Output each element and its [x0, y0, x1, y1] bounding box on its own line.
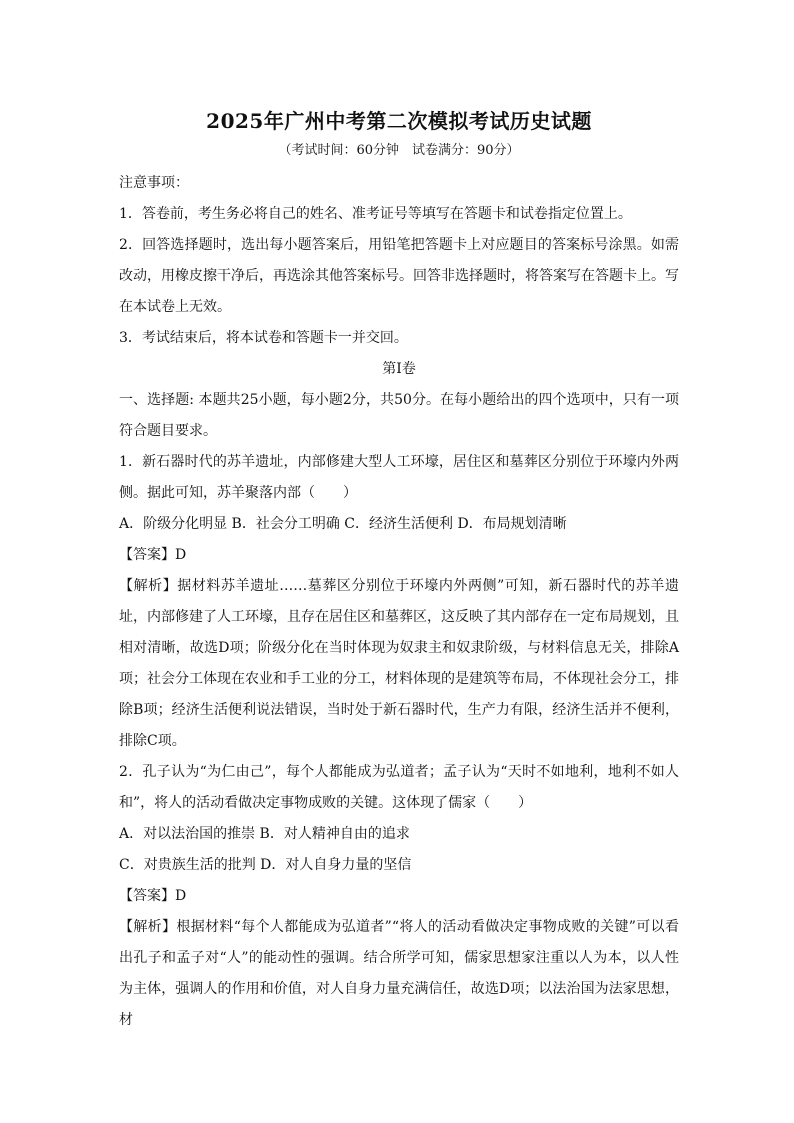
question-1-stem: 1．新石器时代的苏羊遗址，内部修建大型人工环壕，居住区和墓葬区分别位于环壕内外两侧。据此可知，苏羊聚落内部（ ） — [119, 454, 679, 501]
note-item: 2．回答选择题时，选出每小题答案后，用铅笔把答题卡上对应题目的答案标号涂黑。如需改动，用橡皮擦干净后，再选涂其他答案标号。回答非选择题时，将答案写在答题卡上。写在本试卷上无效。 — [119, 237, 679, 315]
question-1-options: A．阶级分化明显 B．社会分工明确 C．经济生活便利 D．布局规划清晰 — [119, 516, 567, 532]
question-1-analysis: 【解析】据材料苏羊遗址……墓葬区分别位于环壕内外两侧”可知，新石器时代的苏羊遗址，内部修建了人工环壕，且存在居住区和墓葬区，这反映了其内部存在一定布局规划，且相对清晰，故选D项；阶级分化在当时体现为奴隶主和奴隶阶级，与材料信息无关，排除A项；社会分工体现在农业和手工业的分工，材料体现的是建筑等布局，不体现社会分工，排除B项；经济生活便利说法错误，当时处于新石器时代，生产力有限，经济生活并不便利，排除C项。 — [119, 578, 679, 749]
section-intro: 一、选择题: 本题共25小题，每小题2分，共50分。在每小题给出的四个选项中，只有一项符合题目要求。 — [119, 392, 679, 439]
volume-heading: 第Ⅰ卷 — [382, 361, 416, 377]
question-1-answer: 【答案】D — [119, 547, 187, 563]
question-2-stem: 2．孔子认为“为仁由己”，每个人都能成为弘道者；孟子认为“天时不如地利，地利不如人和”，将人的活动看做决定事物成败的关键。这体现了儒家（ ） — [119, 764, 679, 811]
page-title: 2025年广州中考第二次模拟考试历史试题 — [206, 109, 592, 133]
notes-heading: 注意事项： — [119, 175, 189, 191]
note-item: 3．考试结束后，将本试卷和答题卡一并交回。 — [119, 330, 408, 346]
question-2-options-line-2: C．对贵族生活的批判 D．对人自身力量的坚信 — [119, 857, 412, 873]
question-2-answer: 【答案】D — [119, 888, 187, 904]
question-2-options-line-1: A．对以法治国的推崇 B．对人精神自由的追求 — [119, 826, 410, 842]
exam-info: （考试时间：60分钟 试卷满分：90分） — [278, 143, 520, 158]
note-item: 1．答卷前，考生务必将自己的姓名、准考证号等填写在答题卡和试卷指定位置上。 — [119, 206, 632, 222]
question-2-analysis: 【解析】根据材料“每个人都能成为弘道者”“将人的活动看做决定事物成败的关键”可以看出孔子和孟子对“人”的能动性的强调。结合所学可知，儒家思想家注重以人为本，以人性为主体，强调人的作用和价值，对人自身力量充满信任，故选D项；以法治国为法家思想，材 — [119, 919, 679, 1028]
exam-page — [119, 100, 679, 1036]
